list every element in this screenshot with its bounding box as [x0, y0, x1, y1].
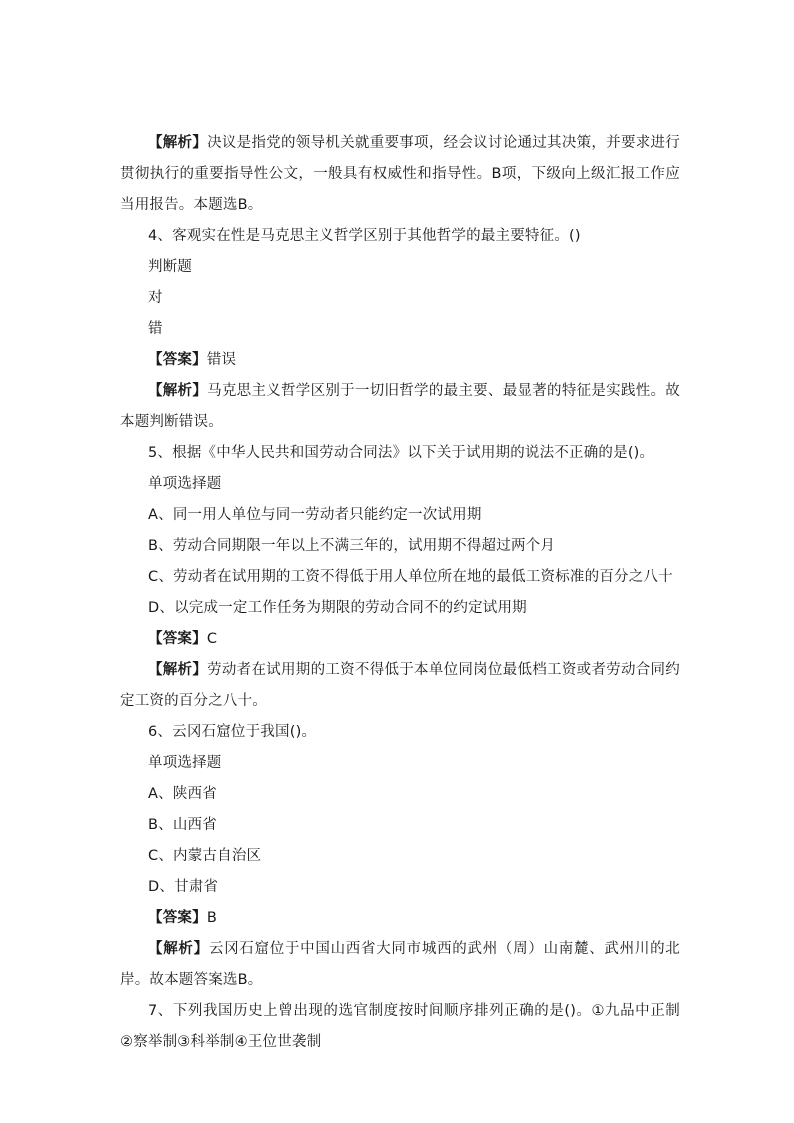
q5-option-d: D、以完成一定工作任务为期限的劳动合同不的约定试用期 — [148, 600, 527, 616]
q5-analysis — [120, 655, 680, 717]
q5-option-c: C、劳动者在试用期的工资不得低于用人单位所在地的最低工资标准的百分之八十 — [148, 569, 673, 585]
q6-option-c: C、内蒙古自治区 — [148, 848, 262, 864]
q7-stem: 7、下列我国历史上曾出现的选官制度按时间顺序排列正确的是()。①九品中正制②察举制③科举制④王位世袭制 — [120, 1003, 680, 1050]
analysis-label: 【解析】 — [148, 941, 209, 957]
q6-option-d: D、甘肃省 — [148, 879, 219, 895]
q4-analysis-text: 马克思主义哲学区别于一切旧哲学的最主要、最显著的特征是实践性。故本题判断错误。 — [120, 383, 680, 430]
q5-option-b: B、劳动合同期限一年以上不满三年的，试用期不得超过两个月 — [148, 538, 556, 554]
q6-analysis — [120, 934, 680, 996]
analysis-label: 【解析】 — [148, 662, 208, 678]
answer-label: 【答案】 — [148, 631, 207, 647]
q6-type: 单项选择题 — [148, 755, 222, 771]
q4-answer — [120, 345, 680, 376]
q5-option-a: A、同一用人单位与同一劳动者只能约定一次试用期 — [148, 507, 482, 523]
document-content — [120, 128, 680, 1058]
q4-type: 判断题 — [148, 259, 193, 275]
q5-answer-value: C — [206, 631, 218, 647]
analysis-label: 【解析】 — [148, 383, 208, 399]
analysis-label: 【解析】 — [148, 135, 208, 151]
q6-answer — [120, 903, 680, 934]
q6-analysis-text: 云冈石窟位于中国山西省大同市城西的武州（周）山南麓、武州川的北岸。故本题答案选B。 — [120, 941, 680, 988]
q3-analysis — [120, 128, 680, 221]
q5-analysis-text: 劳动者在试用期的工资不得低于本单位同岗位最低档工资或者劳动合同约定工资的百分之八十。 — [120, 662, 680, 709]
q4-analysis — [120, 376, 680, 438]
q4-option-1: 对 — [148, 290, 163, 306]
q5-stem: 5、根据《中华人民共和国劳动合同法》以下关于试用期的说法不正确的是()。 — [148, 445, 655, 461]
q4-answer-value: 错误 — [206, 352, 237, 368]
answer-label: 【答案】 — [148, 910, 207, 926]
q6-option-a: A、陕西省 — [148, 786, 217, 802]
q3-analysis-text: 决议是指党的领导机关就重要事项，经会议讨论通过其决策，并要求进行贯彻执行的重要指导性公文，一般具有权威性和指导性。B项，下级向上级汇报工作应当用报告。本题选B。 — [120, 135, 680, 213]
q4-stem: 4、客观实在性是马克思主义哲学区别于其他哲学的最主要特征。() — [148, 228, 581, 244]
q6-answer-value: B — [206, 910, 217, 926]
q5-answer — [120, 624, 680, 655]
q6-option-b: B、山西省 — [148, 817, 217, 833]
answer-label: 【答案】 — [148, 352, 207, 368]
q4-option-2: 错 — [148, 321, 163, 337]
q5-type: 单项选择题 — [148, 476, 222, 492]
q6-stem: 6、云冈石窟位于我国()。 — [148, 724, 317, 740]
